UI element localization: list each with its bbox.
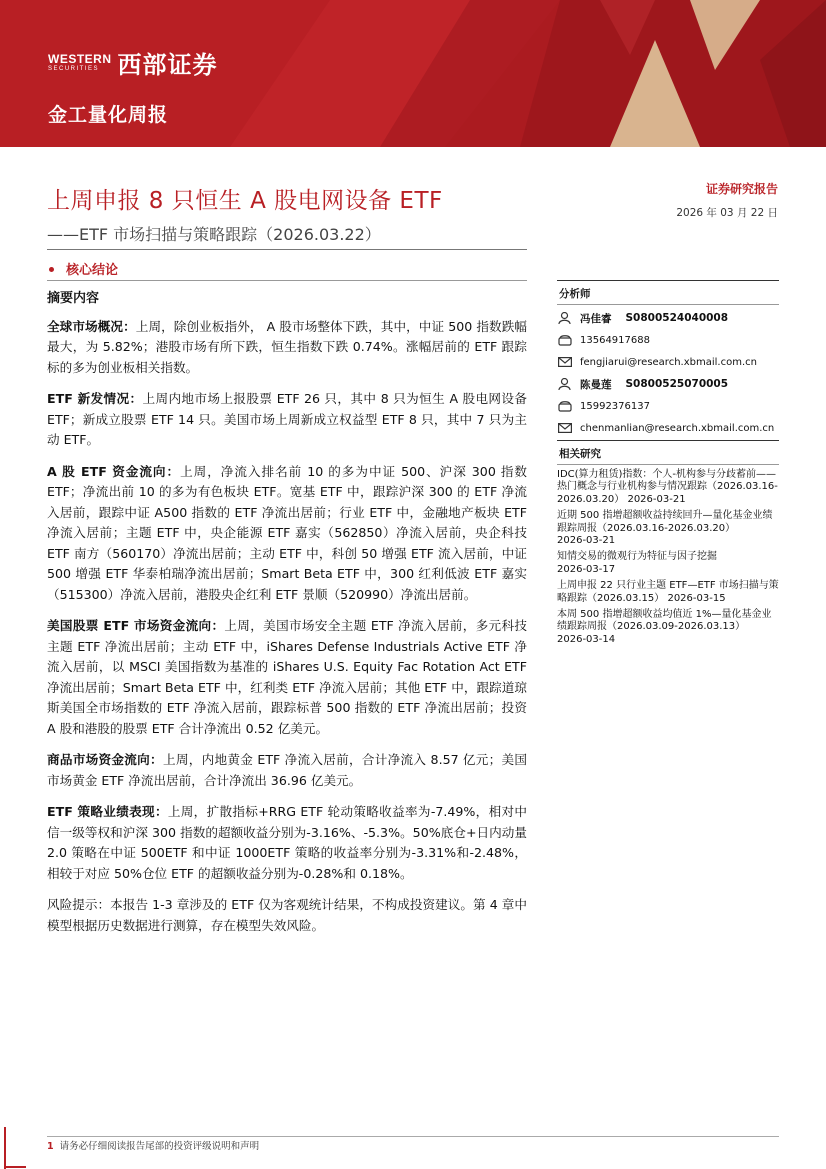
company-logo xyxy=(48,45,218,80)
corner-mark xyxy=(4,1166,26,1168)
paragraph-a-share-flows: A 股 ETF 资金流向：上周，净流入排名前 10 的多为中证 500、沪深 300 指数 ETF；净流出前 10 的多为有色板块 ETF。宽基 ETF 中，跟踪沪深 300 的 ETF 净流入居前，跟踪中证 A500 指数的 ETF 净流出居前；行业 ETF 中，金融地产板块 ETF 净流入居前；主题 ETF 中，央企能源 ETF 嘉实（562850）净流入居前，央企科技 ETF 南方（560170）净流出居前；主动 ETF 中，科创 50 增强 ETF 流入居前，中证 500 增强 ETF 华泰柏瑞净流出居前；Smart Beta ETF 中，300 红利低波 ETF 嘉实（515300）净流入居前，港股央企红利 ETF 景顺（520990）净流出居前。 xyxy=(47,463,527,602)
analyst-name-row: 陈曼莲 S0800525070005 xyxy=(557,373,779,395)
analyst-panel xyxy=(557,280,779,439)
related-heading: 相关研究 xyxy=(557,440,779,465)
analyst-phone-row: 15992376137 xyxy=(557,395,779,417)
footer-notice: 请务必仔细阅读报告尾部的投资评级说明和声明 xyxy=(59,1141,260,1152)
report-subtitle: ——ETF 市场扫描与策略跟踪（2026.03.22） xyxy=(47,225,381,244)
person-icon xyxy=(557,312,572,325)
paragraph-strategy-performance: ETF 策略业绩表现：上周，扩散指标+RRG ETF 轮动策略收益率为-7.49%，相对中信一级等权和沪深 300 指数的超额收益分别为-3.16%、-5.3%。50%底仓+日内动量 2.0 策略在中证 500ETF 和中证 1000ETF 策略的收益率分别为-3.31%和-2.48%，相较于对应 50%仓位 ETF 的超额收益分别为-0.28%和 0.18%。 xyxy=(47,804,528,881)
related-research-panel xyxy=(557,440,779,646)
paragraph-etf-new-issue: ETF 新发情况：上周内地市场上报股票 ETF 26 只，其中 8 只为恒生 A 股电网设备 ETF；新成立股票 ETF 14 只。美国市场上周新成立权益型 ETF 8 只，其中 7 只为主动 ETF。 xyxy=(47,391,527,447)
report-series: 金工量化周报 xyxy=(48,104,169,126)
report-type-label: 证券研究报告 xyxy=(705,182,778,196)
summary-title: 摘要内容 xyxy=(47,291,100,306)
analyst-phone-row: 13564917688 xyxy=(557,329,779,351)
report-date: 2026 年 03 月 22 日 xyxy=(676,207,778,219)
bullet-icon xyxy=(49,267,54,272)
report-title: 上周申报 8 只恒生 A 股电网设备 ETF xyxy=(47,188,443,214)
email-icon xyxy=(557,356,572,369)
page-footer xyxy=(47,1138,259,1152)
analyst-email-row[interactable]: fengjiarui@research.xbmail.com.cn xyxy=(557,351,779,373)
corner-mark xyxy=(4,1127,6,1169)
related-list xyxy=(557,469,779,646)
related-item[interactable]: 知情交易的微观行为特征与因子挖掘 2026-03-17 xyxy=(557,551,717,575)
analyst-email-row[interactable]: chenmanlian@research.xbmail.com.cn xyxy=(557,417,779,439)
logo-chinese: 西部证券 xyxy=(117,51,218,79)
paragraph-global-market: 全球市场概况：上周，除创业板指外， A 股市场整体下跌，其中，中证 500 指数跌幅最大，为 5.82%；港股市场有所下跌，恒生指数下跌 0.74%。涨幅居前的 ETF 跟踪标的多为创业板相关指数。 xyxy=(47,318,528,375)
header-banner xyxy=(0,0,826,147)
title-divider xyxy=(47,249,527,250)
related-item[interactable]: 上周申报 22 只行业主题 ETF—ETF 市场扫描与策略跟踪（2026.03.15） 2026-03-15 xyxy=(557,580,779,604)
analyst-name-row: 冯佳睿 S0800524040008 xyxy=(557,307,779,329)
paragraph-commodity-flows: 商品市场资金流向：上周，内地黄金 ETF 净流入居前，合计净流入 8.57 亿元；美国市场黄金 ETF 净流出居前，合计净流出 36.96 亿美元。 xyxy=(47,752,528,788)
person-icon xyxy=(557,378,572,391)
analyst-heading: 分析师 xyxy=(557,280,779,305)
related-item[interactable]: 近期 500 指增超额收益持续回升—量化基金业绩跟踪周报（2026.03.16-2026.03.20） 2026-03-21 xyxy=(557,510,773,547)
page-number: 1 xyxy=(47,1141,54,1152)
email-icon xyxy=(557,422,572,435)
paragraph-risk-warning: 风险提示：本报告 1-3 章涉及的 ETF 仅为客观统计结果，不构成投资建议。第 4 章中模型根据历史数据进行测算，存在模型失效风险。 xyxy=(47,897,527,933)
paragraph-us-flows: 美国股票 ETF 市场资金流向：上周，美国市场安全主题 ETF 净流入居前，多元科技主题 ETF 净流出居前；主动 ETF 中，iShares Defense Industrials Active ETF 净流入居前，以 MSCI 美国指数为基准的 iShares U.S. Equity Fac Rotation Act ETF 净流出居前；Smart Beta ETF 中，红利类 ETF 净流入居前；其他 ETF 中，跟踪道琼斯美国全市场指数的 ETF 净流入居前，跟踪标普 500 指数的 ETF 净流出居前；投资 A 股和港股的股票 ETF 合计净流出 0.52 亿美元。 xyxy=(47,618,527,736)
summary-content xyxy=(47,289,527,947)
phone-icon xyxy=(557,334,572,347)
related-item[interactable]: 本周 500 指增超额收益均值近 1%—量化基金业绩跟踪周报（2026.03.09-2026.03.13） 2026-03-14 xyxy=(557,609,772,645)
footer-divider xyxy=(47,1136,779,1137)
core-conclusion-heading: 核心结论 xyxy=(47,259,527,281)
logo-english: WESTERN SECURITIES xyxy=(48,51,112,72)
related-item[interactable]: IDC(算力租赁)指数：个人-机构参与分歧蓄前——热门概念与行业机构参与情况跟踪（2026.03.16-2026.03.20） 2026-03-21 xyxy=(557,469,778,505)
phone-icon xyxy=(557,400,572,413)
